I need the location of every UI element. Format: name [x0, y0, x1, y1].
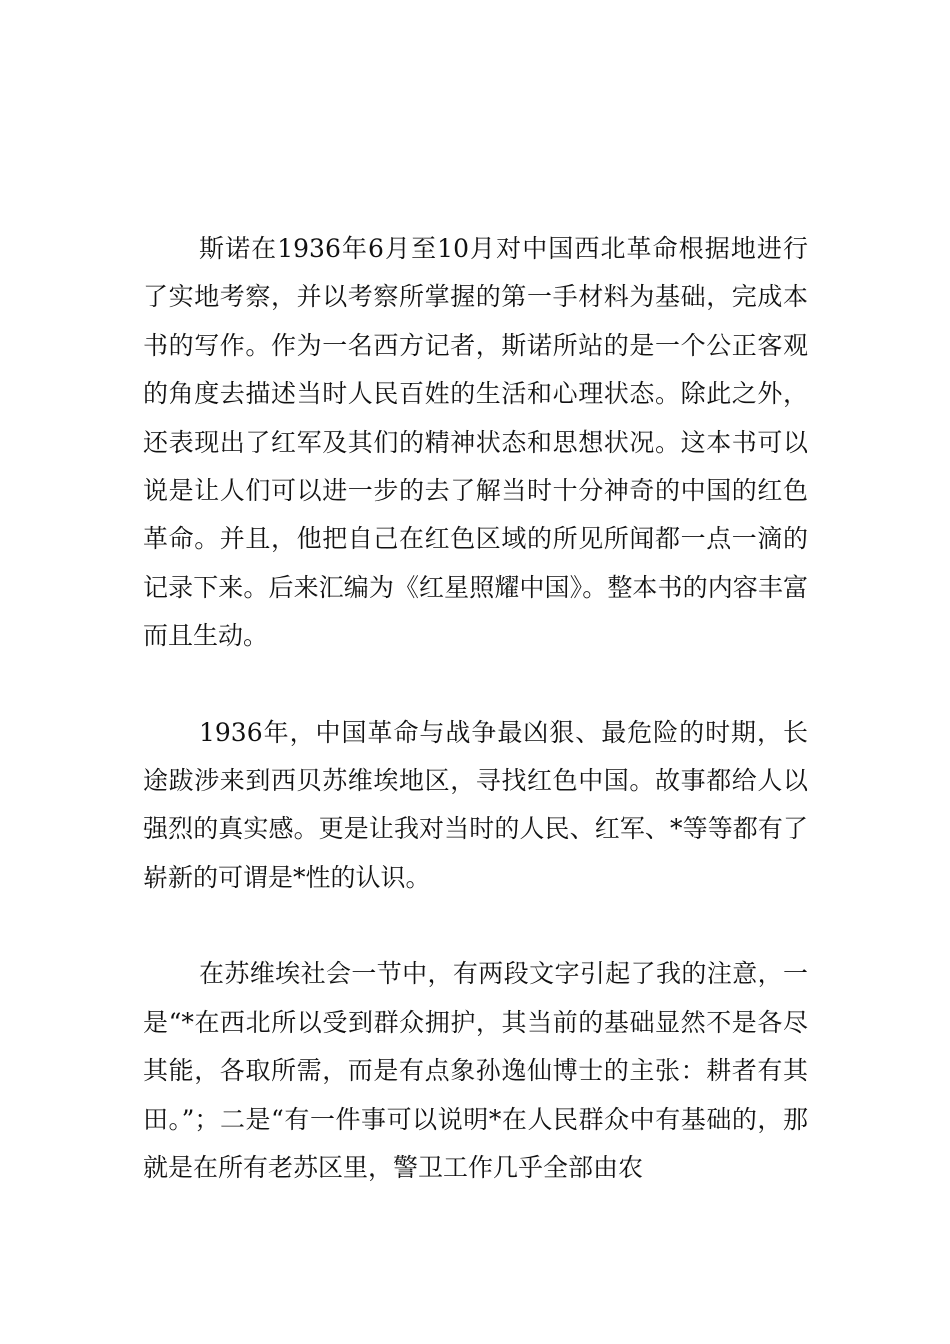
paragraph-2: 1936年，中国革命与战争最凶狠、最危险的时期，长途跋涉来到西贝苏维埃地区，寻找红色中国。故事都给人以强烈的真实感。更是让我对当时的人民、红军、*等等都有了崭新的可谓是*性的认识。 — [143, 717, 808, 892]
paragraph-3: 在苏维埃社会一节中，有两段文字引起了我的注意，一是“*在西北所以受到群众拥护，其当前的基础显然不是各尽其能，各取所需，而是有点象孙逸仙博士的主张：耕者有其田。”；二是“有一件事可以说明*在人民群众中有基础的，那就是在所有老苏区里，警卫工作几乎全部由农 — [143, 959, 808, 1182]
paragraph-spacer — [143, 661, 808, 709]
paragraph-spacer — [143, 902, 808, 950]
paragraph-1: 斯诺在1936年6月至10月对中国西北革命根据地进行了实地考察，并以考察所掌握的第一手材料为基础，完成本书的写作。作为一名西方记者，斯诺所站的是一个公正客观的角度去描述当时人民百姓的生活和心理状态。除此之外，还表现出了红军及其们的精神状态和思想状况。这本书可以说是让人们可以进一步的去了解当时十分神奇的中国的红色革命。并且，他把自己在红色区域的所见所闻都一点一滴的记录下来。后来汇编为《红星照耀中国》。整本书的内容丰富而且生动。 — [143, 234, 808, 651]
document-body — [143, 225, 808, 1192]
